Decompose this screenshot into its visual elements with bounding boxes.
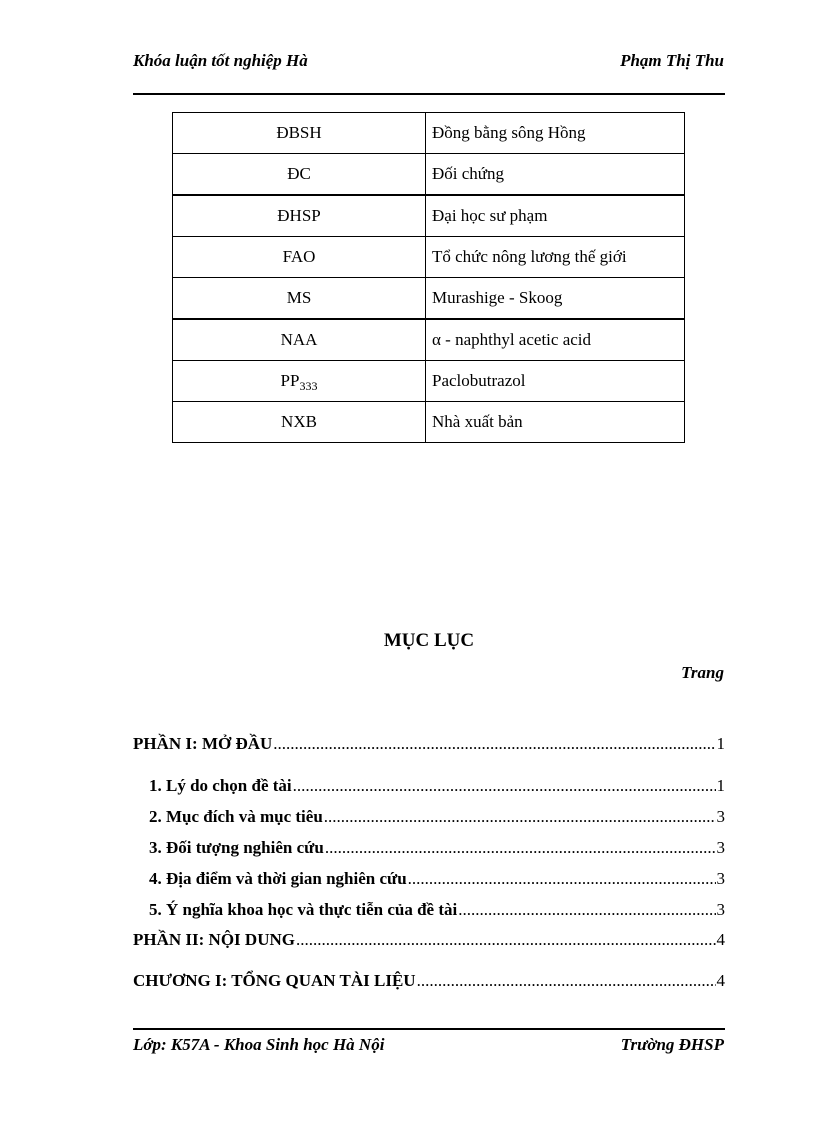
toc-leader-dots [293,776,716,796]
table-row [173,319,685,361]
toc-entry[interactable] [149,807,725,827]
toc-entry[interactable] [149,776,725,796]
meaning-cell: Nhà xuất bản [426,402,685,443]
meaning-cell: α - naphthyl acetic acid [426,319,685,361]
table-row [173,195,685,237]
toc-entry-text: 4. Địa điểm và thời gian nghiên cứu [149,869,407,888]
toc-entry[interactable] [133,734,725,754]
toc-title: MỤC LỤC [383,630,475,651]
toc-entry-text: PHẦN II: NỘI DUNG [133,930,295,949]
toc-leader-dots [408,869,716,889]
toc-leader-dots [325,838,716,858]
meaning-cell: Paclobutrazol [426,361,685,402]
toc-leader-dots [324,807,716,827]
meaning-cell: Đại học sư phạm [426,195,685,237]
toc-entry-text: 3. Đối tượng nghiên cứu [149,838,324,857]
abbreviation-base: PP [280,371,300,390]
toc-entry-text: 5. Ý nghĩa khoa học và thực tiễn của đề tài [149,900,458,919]
table-row [173,278,685,320]
header-rule [133,93,725,95]
abbreviation-cell [173,361,426,402]
toc-entry[interactable] [149,869,725,889]
abbreviation-cell: ĐC [173,154,426,196]
footer-left-text: Lớp: K57A - Khoa Sinh học Hà Nội [133,1035,385,1054]
abbreviation-table [172,112,685,443]
toc-leader-dots [458,900,715,920]
toc-entry-text: CHƯƠNG I: TỔNG QUAN TÀI LIỆU [133,971,416,990]
toc-leader-dots [296,930,716,950]
toc-entry-page: 3 [716,838,725,857]
abbreviation-subscript: 333 [299,379,318,393]
toc-entry-text: PHẦN I: MỞ ĐẦU [133,734,273,753]
toc-entry-page: 4 [716,971,725,990]
header-right-text: Phạm Thị Thu [620,51,724,70]
table-row [173,361,685,402]
toc-entry-page: 3 [716,900,725,919]
toc-entry-page: 3 [716,869,725,888]
abbreviation-cell: MS [173,278,426,320]
abbreviation-cell: NAA [173,319,426,361]
toc-leader-dots [417,971,716,991]
toc-entry-page: 3 [716,807,725,826]
footer-right-text: Trường ĐHSP [620,1035,724,1054]
abbreviation-cell: FAO [173,237,426,278]
abbreviation-cell: ĐBSH [173,113,426,154]
toc-leader-dots [273,734,715,754]
meaning-cell: Đồng bằng sông Hồng [426,113,685,154]
meaning-cell: Tổ chức nông lương thế giới [426,237,685,278]
table-row [173,402,685,443]
table-row [173,154,685,196]
toc-entry[interactable] [149,900,725,920]
table-row [173,113,685,154]
meaning-cell: Đối chứng [426,154,685,196]
toc-page-column-header: Trang [681,663,724,682]
footer-rule [133,1028,725,1030]
meaning-cell: Murashige - Skoog [426,278,685,320]
toc-entry[interactable] [149,838,725,858]
toc-entry-page: 4 [716,930,725,949]
toc-entry-page: 1 [716,776,725,795]
toc-entry[interactable] [133,971,725,991]
toc-entry-text: 2. Mục đích và mục tiêu [149,807,323,826]
table-row [173,237,685,278]
toc-entry-text: 1. Lý do chọn đề tài [149,776,292,795]
abbreviation-cell: ĐHSP [173,195,426,237]
abbreviation-cell: NXB [173,402,426,443]
toc-entry[interactable] [133,930,725,950]
toc-entry-page: 1 [716,734,725,753]
header-left-text: Khóa luận tốt nghiệp Hà [133,51,308,70]
